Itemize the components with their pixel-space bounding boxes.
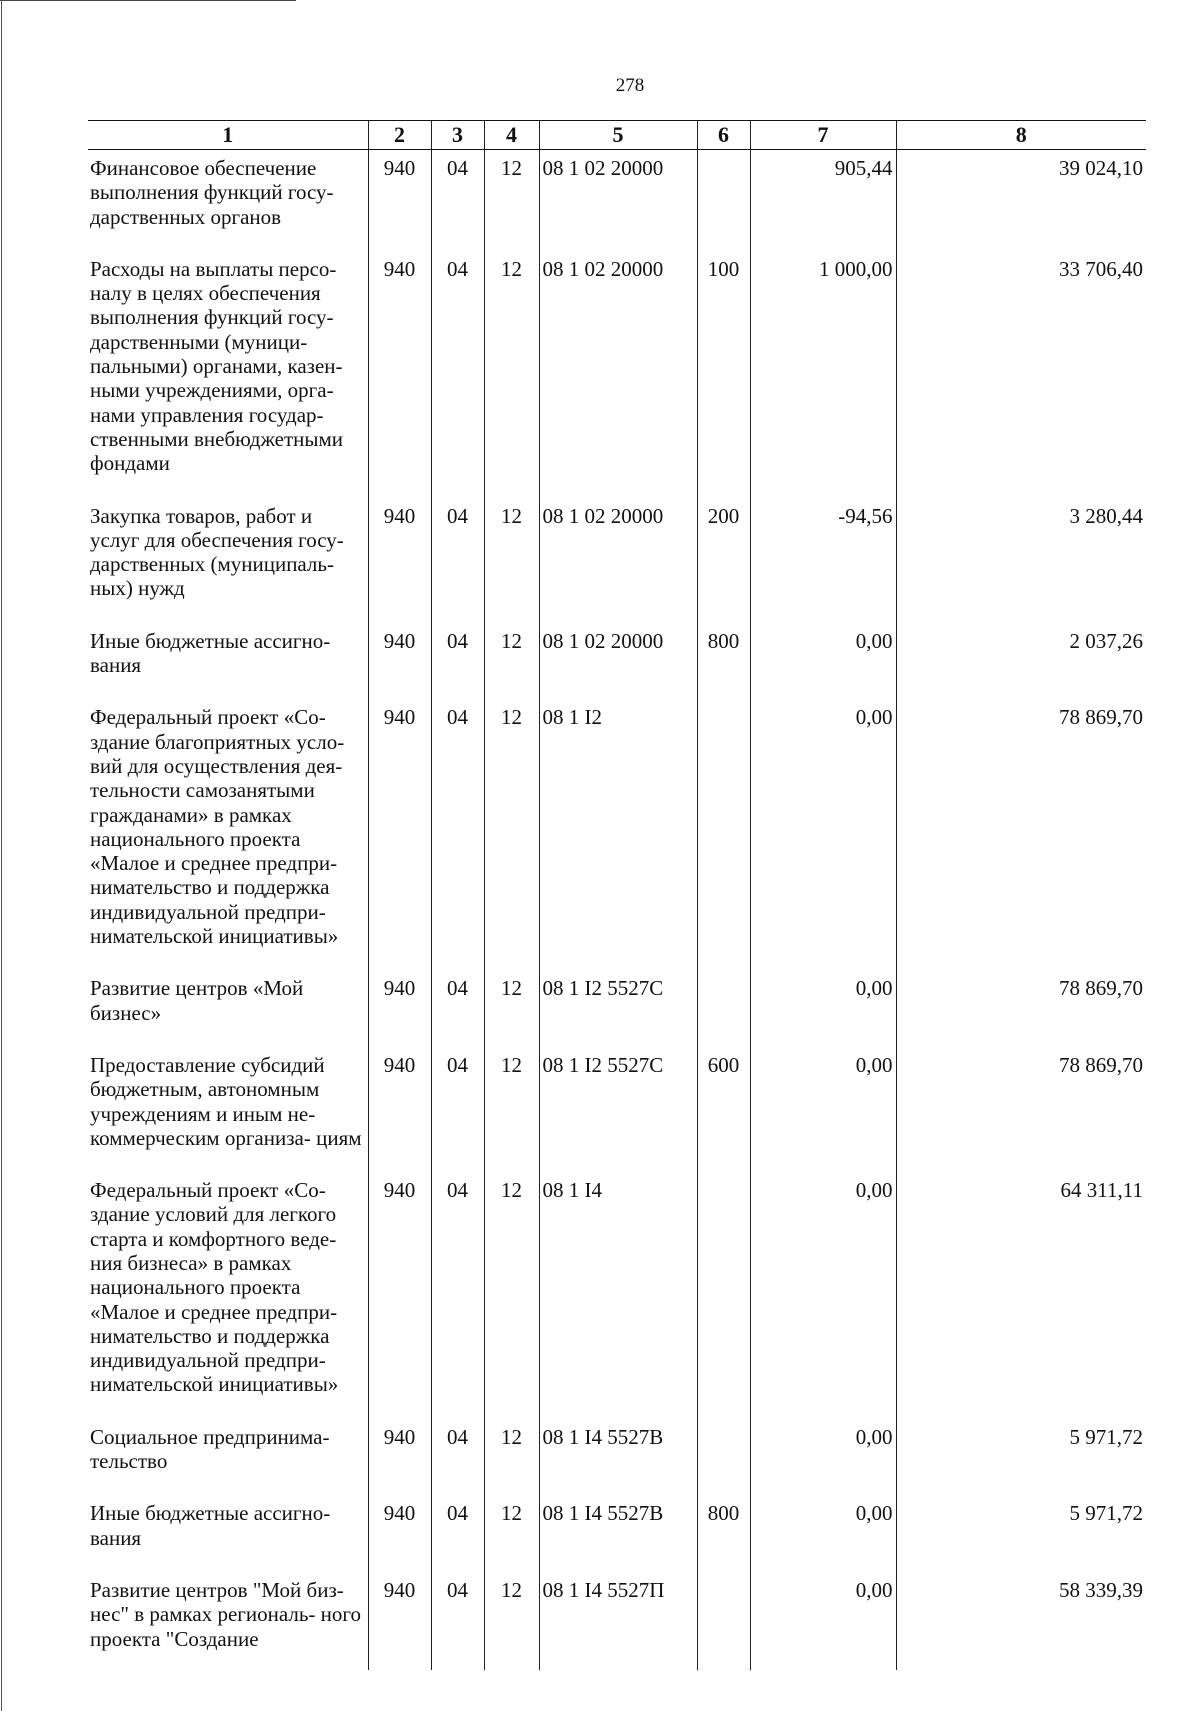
cell-expense-name: Закупка товаров, работ и услуг для обеспечения госу- дарственных (муниципаль- ных) нужд [90,503,344,601]
cell-expense-name: Иные бюджетные ассигно- вания [90,628,331,678]
cell-subsection-code: 12 [484,251,539,498]
cell-amount-total: 78 869,70 [896,699,1146,970]
cell-amount-total: 5 971,72 [896,1419,1146,1496]
cell-amount-change: 0,00 [750,1419,896,1496]
table-row [88,1419,1146,1496]
cell-expense-name: Социальное предпринима- тельство [90,1424,330,1474]
cell-grbs-code: 940 [368,623,431,700]
scan-edge-left [1,0,2,1711]
cell-amount-change: 0,00 [750,1495,896,1572]
cell-expense-type [697,699,750,970]
column-header-2: 2 [368,121,431,150]
cell-target-article: 08 1 I2 [539,699,697,970]
cell-section-code: 04 [431,1419,484,1496]
cell-grbs-code: 940 [368,498,431,623]
table-row [88,1047,1146,1172]
cell-amount-total: 5 971,72 [896,1495,1146,1572]
cell-grbs-code: 940 [368,699,431,970]
cell-amount-change: 905,44 [750,150,896,251]
cell-target-article: 08 1 I4 5527П [539,1572,697,1670]
column-header-5: 5 [539,121,697,150]
cell-amount-change: 0,00 [750,970,896,1047]
cell-target-article: 08 1 02 20000 [539,251,697,498]
cell-amount-total: 39 024,10 [896,150,1146,251]
cell-grbs-code: 940 [368,1172,431,1419]
column-header-1: 1 [88,121,368,150]
cell-amount-change: 0,00 [750,623,896,700]
cell-subsection-code: 12 [484,150,539,251]
cell-expense-name: Развитие центров "Мой биз- нес" в рамках региональ- ного проекта "Создание [90,1577,362,1651]
cell-expense-type: 800 [697,623,750,700]
cell-subsection-code: 12 [484,1572,539,1670]
cell-target-article: 08 1 02 20000 [539,623,697,700]
cell-expense-type [697,1572,750,1670]
cell-amount-total: 3 280,44 [896,498,1146,623]
cell-amount-total: 33 706,40 [896,251,1146,498]
cell-section-code: 04 [431,623,484,700]
table-row [88,1495,1146,1572]
table-row [88,970,1146,1047]
cell-expense-name: Расходы на выплаты персо- налу в целях обеспечения выполнения функций госу- дарственными (муници- пальными) органами, казен- ными учреждениями, орга- нами управления государ- ственными внебюджетными фондами [90,256,344,476]
cell-grbs-code: 940 [368,1495,431,1572]
cell-amount-total: 78 869,70 [896,1047,1146,1172]
cell-subsection-code: 12 [484,1172,539,1419]
cell-expense-name: Федеральный проект «Со- здание условий для легкого старта и комфортного веде- ния бизнеса» в рамках национального проекта «Малое и среднее предпри- нимательство и поддержка индивидуальной предпри- нимательской инициативы» [90,1178,339,1397]
table-row [88,1172,1146,1419]
cell-section-code: 04 [431,970,484,1047]
cell-expense-type: 600 [697,1047,750,1172]
cell-section-code: 04 [431,1172,484,1419]
column-header-8: 8 [896,121,1146,150]
cell-subsection-code: 12 [484,1495,539,1572]
cell-grbs-code: 940 [368,150,431,251]
cell-expense-name: Федеральный проект «Со- здание благоприятных усло- вий для осуществления дея- тельности самозанятыми гражданами» в рамках национального проекта «Малое и среднее предпри- нимательство и поддержка индивидуальной предпри- нимательской инициативы» [90,705,345,949]
cell-amount-change: 0,00 [750,1172,896,1419]
cell-expense-name: Предоставление субсидий бюджетным, автономным учреждениям и иным не- коммерческим организа- циям [90,1052,362,1150]
table-row [88,150,1146,251]
table-body [88,150,1146,1670]
cell-section-code: 04 [431,498,484,623]
cell-amount-change: 0,00 [750,699,896,970]
cell-target-article: 08 1 I4 [539,1172,697,1419]
cell-target-article: 08 1 02 20000 [539,150,697,251]
cell-target-article: 08 1 I2 5527C [539,970,697,1047]
cell-section-code: 04 [431,699,484,970]
cell-target-article: 08 1 02 20000 [539,498,697,623]
cell-section-code: 04 [431,251,484,498]
cell-expense-name: Финансовое обеспечение выполнения функций госу- дарственных органов [90,156,334,229]
cell-section-code: 04 [431,1572,484,1670]
cell-expense-type: 200 [697,498,750,623]
cell-section-code: 04 [431,150,484,251]
column-header-3: 3 [431,121,484,150]
cell-expense-type [697,970,750,1047]
cell-grbs-code: 940 [368,970,431,1047]
table-row [88,251,1146,498]
cell-subsection-code: 12 [484,498,539,623]
cell-amount-total: 58 339,39 [896,1572,1146,1670]
page-number: 278 [615,75,645,96]
cell-subsection-code: 12 [484,1047,539,1172]
cell-expense-type: 800 [697,1495,750,1572]
table-row [88,623,1146,700]
cell-amount-change: 1 000,00 [750,251,896,498]
cell-section-code: 04 [431,1495,484,1572]
cell-amount-change: 0,00 [750,1047,896,1172]
cell-section-code: 04 [431,1047,484,1172]
cell-subsection-code: 12 [484,970,539,1047]
cell-subsection-code: 12 [484,623,539,700]
cell-subsection-code: 12 [484,699,539,970]
cell-amount-total: 78 869,70 [896,970,1146,1047]
budget-table [88,120,1146,1670]
cell-expense-type [697,1419,750,1496]
cell-amount-change: 0,00 [750,1572,896,1670]
cell-amount-change: -94,56 [750,498,896,623]
cell-expense-type [697,1172,750,1419]
cell-expense-type [697,150,750,251]
cell-amount-total: 64 311,11 [896,1172,1146,1419]
cell-target-article: 08 1 I4 5527B [539,1419,697,1496]
cell-subsection-code: 12 [484,1419,539,1496]
table-header-row [88,121,1146,150]
scan-edge-top [0,0,296,1]
cell-grbs-code: 940 [368,1572,431,1670]
column-header-4: 4 [484,121,539,150]
table-row [88,699,1146,970]
cell-expense-type: 100 [697,251,750,498]
column-header-7: 7 [750,121,896,150]
column-header-6: 6 [697,121,750,150]
table-row [88,498,1146,623]
table-row [88,1572,1146,1670]
cell-target-article: 08 1 I2 5527C [539,1047,697,1172]
cell-grbs-code: 940 [368,1047,431,1172]
cell-amount-total: 2 037,26 [896,623,1146,700]
cell-grbs-code: 940 [368,251,431,498]
cell-expense-name: Иные бюджетные ассигно- вания [90,1501,331,1550]
cell-target-article: 08 1 I4 5527B [539,1495,697,1572]
cell-grbs-code: 940 [368,1419,431,1496]
cell-expense-name: Развитие центров «Мой бизнес» [90,976,304,1025]
